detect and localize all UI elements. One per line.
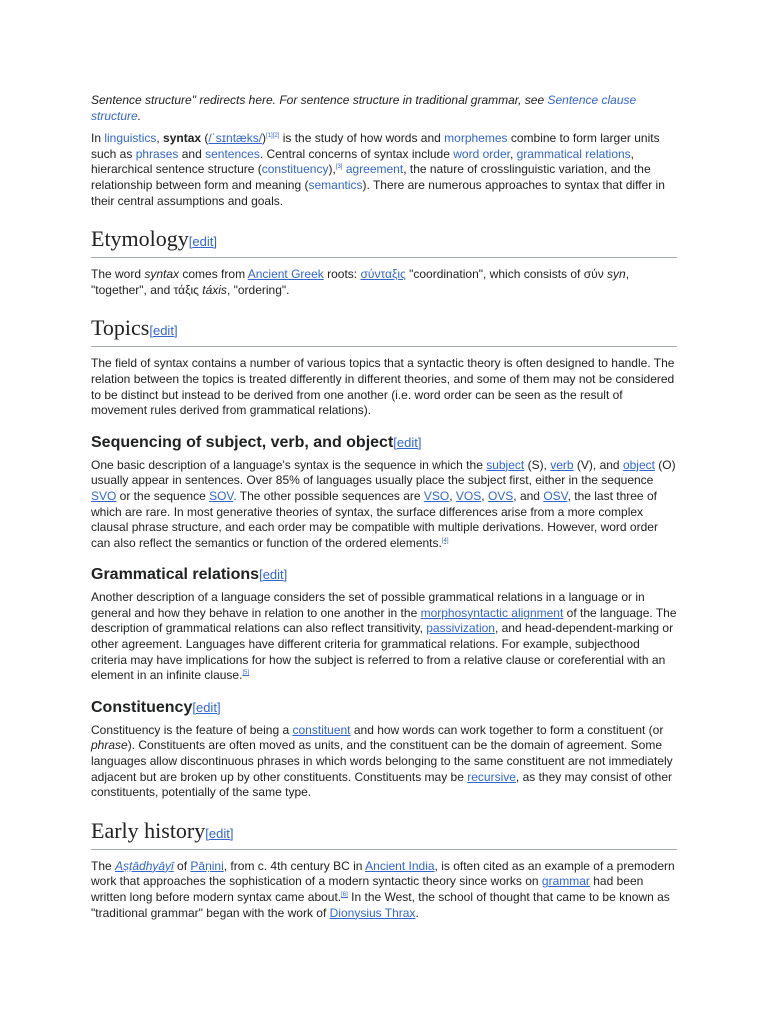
constituency-paragraph [91,723,677,801]
constituency-link[interactable]: constituency [261,162,329,177]
text: and how words can work together to form a constituent (or [350,722,664,737]
text: (O) usually appear in sentences. Over 85% of languages usually place the subject first, either in the sequence [91,457,676,488]
heading-text: Etymology [91,226,189,252]
syn-italic: syn [607,267,626,282]
text: of [173,858,191,873]
text: . The other possible sequences are [233,488,424,503]
taxis-italic: táxis [202,282,227,297]
text: and [178,146,206,161]
edit-section: [edit] [393,434,422,450]
syntax-term: syntax [163,131,202,146]
text: , the last three of which are rare. In most generative theories of syntax, the surface differences arise from a more complex clausal phrase structure, and each order may be compatible with multiple derivations. However, word order can also reflect the semantics or function of the ordered elements. [91,488,658,550]
text: , [156,131,164,146]
citation-1-2[interactable]: [1][2] [266,133,280,140]
grammatical-relations-heading [91,565,677,585]
text: , "together", and τάξις [91,267,630,297]
svo-link[interactable]: SVO [91,488,117,503]
text: . Central concerns of syntax include [259,146,454,161]
text: , [481,488,488,503]
text: or the sequence [116,488,210,503]
astadhyayi-link[interactable] [115,859,174,873]
hatnote-end: . [137,108,142,123]
ipa-pronunciation-link[interactable]: /ˈsɪntæks/ [208,131,263,146]
sentence-clause-structure-link[interactable]: Sentence clause structure [91,93,637,123]
text: had been written long before modern syntax came about. [91,874,644,904]
hatnote-text: Sentence structure" redirects here. For sentence structure in traditional grammar, see [91,93,548,107]
citation-3[interactable]: [3] [335,164,343,171]
syntax-italic: syntax [144,267,180,282]
lead-paragraph [91,131,677,209]
text: "coordination", which consists of σύν [405,267,608,282]
text: Another description of a language considers the set of possible grammatical relations in a language or in general and how they behave in relation to one another in the [91,590,645,620]
citation-5[interactable]: [5] [242,670,250,677]
text: (S), [524,457,551,472]
text: ). Constituents are often moved as units, and the constituent can be the domain of agreement. Some languages allow discontinuous phrases in which words belonging to the same constituent are not immediately adjacent but are broken up by other constituents. Constituents may be [91,738,673,784]
hatnote [91,93,677,124]
subject-link[interactable]: subject [486,457,525,472]
edit-topics-link[interactable]: edit [152,323,174,339]
citation-4[interactable]: [4] [441,537,449,544]
early-history-paragraph [91,859,677,921]
text: , [509,146,517,161]
heading-text: Grammatical relations [91,566,260,584]
text: combine to form larger units such as [91,131,660,161]
ancient-greek-link[interactable]: Ancient Greek [247,267,324,282]
etymology-heading [91,226,677,258]
morphosyntactic-alignment-link[interactable]: morphosyntactic alignment [420,605,564,620]
text: , is often cited as an example of a premodern work that approaches the sophistication of a modern syntactic theory since works on [91,858,675,889]
citation-6[interactable]: [6] [341,892,348,898]
text: Constituency is the feature of being a [91,722,293,737]
text: , hierarchical sentence structure ( [91,146,635,177]
heading-text: Early history [91,817,206,843]
grammatical-relations-paragraph [91,590,677,684]
suntaxis-link[interactable]: σύνταξις [360,267,406,282]
recursive-link[interactable]: recursive [467,769,516,784]
phrase-italic: phrase [91,738,128,753]
edit-section: [edit] [149,323,178,339]
edit-grammatical-relations-link[interactable]: edit [262,567,284,583]
word-order-link[interactable]: word order [453,146,510,161]
text: ), [328,162,336,177]
panini-link[interactable]: Pāṇini [190,858,224,873]
phrases-link[interactable]: phrases [135,146,179,161]
topics-paragraph: The field of syntax contains a number of various topics that a syntactic theory is often designed to handle. The relation between the topics is treated differently in different theories, and some of them may not be considered to be distinct but instead to be derived from one another (i.e. word order can be seen as the result of movement rules derived from grammatical relations). [91,356,675,418]
text: , [449,488,456,503]
edit-early-history-link[interactable]: edit [208,825,230,841]
grammar-link[interactable]: grammar [541,874,590,889]
osv-link[interactable]: OSV [543,488,568,503]
linguistics-link[interactable]: linguistics [104,131,157,146]
text: , and head-dependent-marking or other agreement. Languages have different criteria for grammatical relations. For example, subjecthood criteria may have implications for how the subject is referred to from a relative clause or coreferential with an element in an infinite clause. [91,621,674,683]
article-body [91,93,677,921]
verb-link[interactable]: verb [550,457,574,472]
text: One basic description of a language's syntax is the sequence in which the [91,457,487,472]
astadhyayi-italic: Aṣṭādhyāyī [115,858,174,873]
vos-link[interactable]: VOS [455,488,482,503]
text: roots: [323,267,361,282]
sequencing-heading [91,433,677,453]
heading-text: Sequencing of subject, verb, and object [91,433,394,451]
heading-text: Topics [91,315,150,341]
text: ). There are numerous approaches to syntax that differ in their central assumptions and goals. [91,177,665,208]
text: , the nature of crosslinguistic variation, and the relationship between form and meaning ( [91,162,651,192]
constituency-heading [91,698,677,718]
text: ) [262,131,267,146]
constituent-link[interactable]: constituent [292,722,351,737]
sequencing-paragraph [91,458,677,552]
edit-constituency-link[interactable]: edit [195,699,217,715]
sentences-link[interactable]: sentences [205,146,260,161]
vso-link[interactable]: VSO [423,488,450,503]
text: , "ordering". [226,282,290,297]
text: The word [91,267,145,282]
etymology-paragraph [91,267,677,298]
passivization-link[interactable]: passivization [426,621,495,636]
topics-heading [91,315,677,347]
text: , as they may consist of other constituents, potentially of the same type. [91,769,672,800]
sov-link[interactable]: SOV [209,488,234,503]
text: comes from [179,267,248,282]
edit-section: [edit] [259,567,288,583]
dionysius-thrax-link[interactable]: Dionysius Thrax [329,905,416,920]
morphemes-link[interactable]: morphemes [444,131,508,146]
edit-section: [edit] [188,234,217,250]
text: In [91,131,105,146]
object-link[interactable]: object [622,457,655,472]
early-history-heading [91,818,677,850]
text: In the West, the school of thought that came to be known as "traditional grammar" began with the work of [91,890,670,920]
edit-sequencing-link[interactable]: edit [396,434,418,450]
ovs-link[interactable]: OVS [487,488,514,503]
text: is the study of how words and [279,131,445,146]
edit-section: [edit] [192,699,221,715]
text: ( [201,131,209,146]
heading-text: Constituency [91,698,193,716]
text: (V), and [573,457,623,472]
edit-etymology-link[interactable]: edit [192,234,214,250]
edit-section: [edit] [205,825,234,841]
grammatical-relations-link[interactable]: grammatical relations [516,146,631,161]
agreement-link[interactable]: agreement [345,162,404,177]
text: of the language. The description of grammatical relations can also reflect transitivity, [91,605,677,636]
text: . [415,905,419,920]
text: , and [513,488,544,503]
semantics-link[interactable]: semantics [308,177,363,192]
text: , from c. 4th century BC in [223,858,366,873]
ancient-india-link[interactable]: Ancient India [365,858,435,873]
text: The [91,858,116,873]
